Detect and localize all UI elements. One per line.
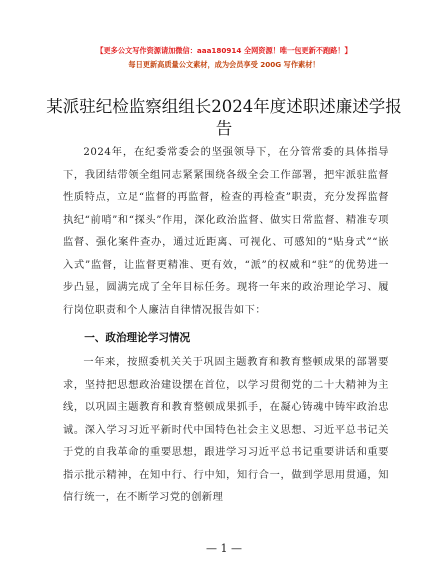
page-number: — 1 — [206, 542, 242, 555]
body-paragraph-1: 2024年，在纪委常委会的坚强领导下，在分管常委的具体指导下，我团结带领全组同志紧紧围绕各级全会工作部署，把牢派驻监督性质特点，立足“监督的再监督，检查的再检查”职责，充分发挥监督执纪“前哨”和“探头”作用，深化政治监督、做实日常监督、精准专项监督、强化案件查办，通过近距离、可视化、可感知的“贴身式”“嵌入式”监督，让监督更精准、更有效，“派”的权威和“驻”的优势进一步凸显，圆满完成了全年目标任务。现将一年来的政治理论学习、履行岗位职责和个人廉洁自律情况报告如下： [63, 147, 389, 316]
body-paragraph-2: 一年来，按照委机关关于巩固主题教育和教育整顿成果的部署要求，坚持把思想政治建设摆在首位，以学习贯彻党的二十大精神为主线，以巩固主题教育和教育整顿成果抓手，在凝心铸魂中铸牢政治忠诚。深入学习习近平新时代中国特色社会主义思想、习近平总书记关于党的自我革命的重要思想，跟进学习习近平总书记重要讲话和重要指示批示精神，在知中行、行中知，知行合一，做到学思用贯通，知信行统一，在不断学习党的创新理 [63, 357, 389, 503]
promo-banner-line-2: 每日更新高质量公文素材，成为会员享受 200G 写作素材！ [128, 60, 320, 69]
section-heading-1: 一、政治理论学习情况 [84, 332, 191, 344]
promo-banner-line-1: 【更多公文写作资源请加微信：aaa180914 全网资源！唯一包更新不跑路！】 [96, 46, 352, 55]
document-title: 某派驻纪检监察组组长2024年度述职述廉述学报告 [46, 97, 402, 138]
